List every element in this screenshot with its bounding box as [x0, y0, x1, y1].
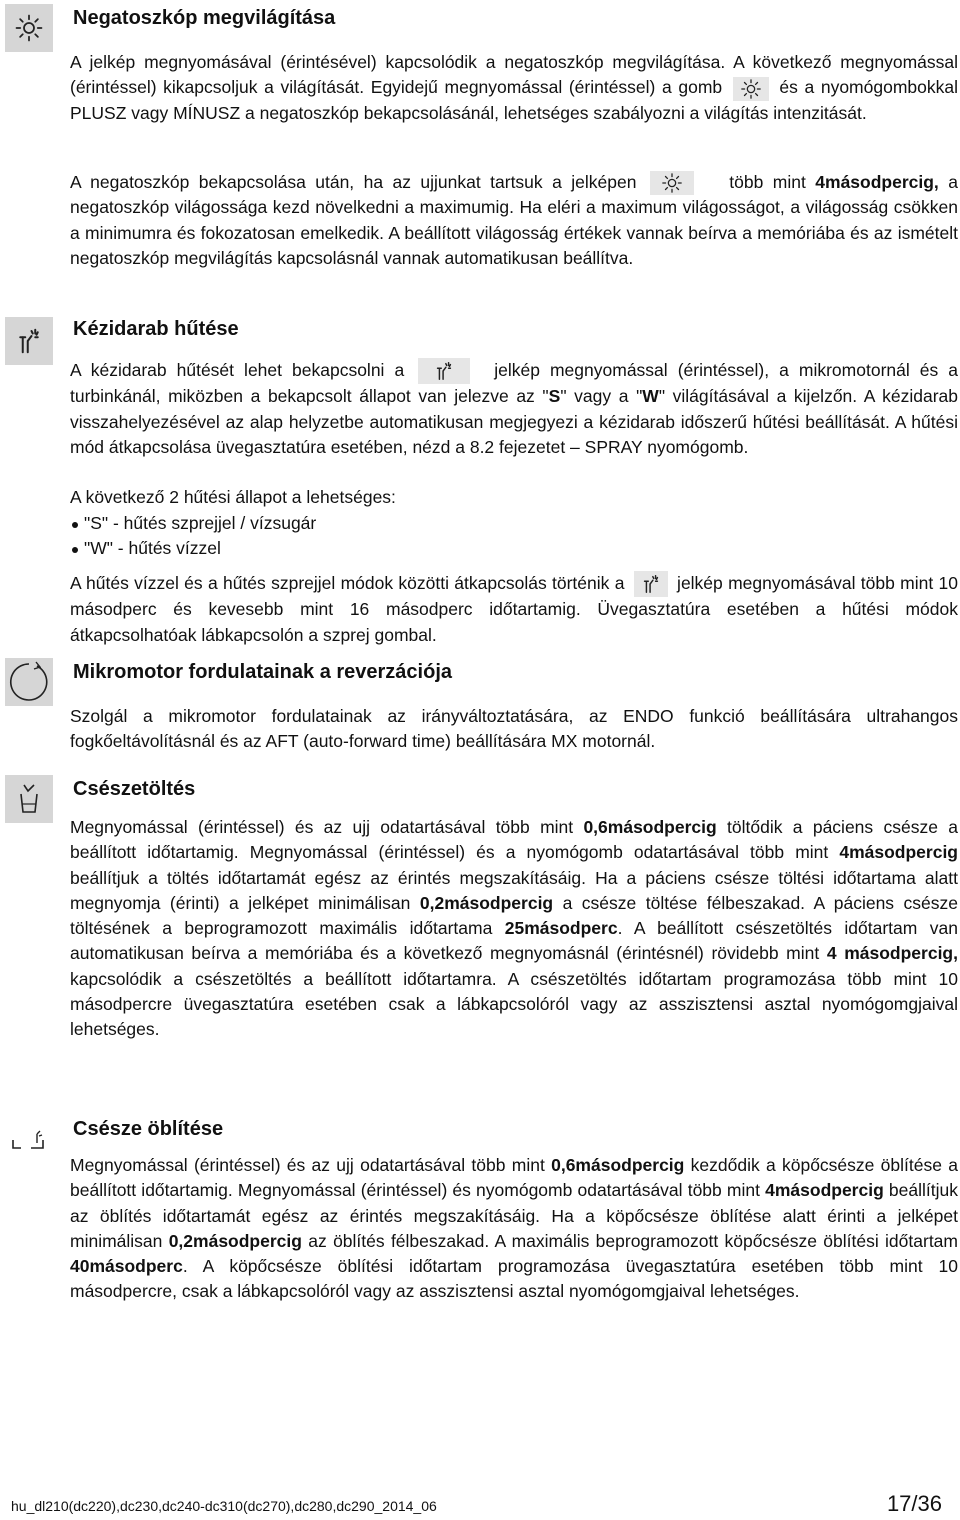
cooling-paragraph-1: A kézidarab hűtését lehet bekapcsolni a jelkép megnyomással (érintéssel), a mikromotornál és a turbinkánál, miközben a bekapcsolt állapot van jelezve az "S" vagy a "W" világításával a kijelzőn. A kézidarab visszahelyezésével az alap helyzetbe automatikusan megjegyezi a kézidarab időszerű hűtési beállítását. A hűtési mód átkapcsolása üvegasztatúra esetében, nézd a 8.2 fejezetet – SPRAY nyomógomb. — [70, 360, 959, 457]
cooling-mode-list — [70, 511, 770, 562]
document-code: hu_dl210(dc220),dc230,dc240-dc310(dc270),dc280,dc290_2014_06 — [11, 1498, 437, 1514]
section-title-reverse: Mikromotor fordulatainak a reverzációja — [73, 661, 453, 683]
section-title-bowl-rinse: Csésze öblítése — [73, 1118, 224, 1140]
list-item: "S" - hűtés szprejjel / vízsugár — [70, 511, 770, 536]
sun-icon — [650, 171, 694, 195]
list-item: "W" - hűtés vízzel — [70, 536, 770, 561]
cooling-paragraph-3: A hűtés vízzel és a hűtés szprejjel módok közötti átkapcsolás történik a jelkép megnyomásával több mint 10 másodperc és kevesebb mint 16 másodperc időtartamig. Üvegasztatúra esetében a hűtési módok átkapcsolhatóak lábkapcsolón a szprej gombal. — [70, 573, 958, 645]
reverse-icon-box — [5, 658, 53, 706]
cup-icon — [14, 782, 44, 816]
section-title-negatoscope: Negatoszkóp megvilágítása — [73, 7, 336, 29]
rotation-icon — [7, 660, 51, 704]
spray-icon — [418, 358, 470, 384]
sun-icon — [733, 77, 769, 101]
cup-fill-icon-box — [5, 775, 53, 823]
reverse-paragraph-1: Szolgál a mikromotor fordulatainak az irányváltoztatására, az ENDO funkció beállítására ultrahangos fogkőeltávolításnál és az AFT (auto-forward time) beállítására MX motornál. — [70, 706, 958, 752]
cooling-icon-box — [5, 317, 53, 365]
section-title-cup-fill: Csészetöltés — [73, 778, 196, 800]
sun-icon — [14, 13, 44, 43]
bowl-rinse-icon — [9, 1126, 49, 1156]
bowl-rinse-paragraph-1: Megnyomással (érintéssel) és az ujj odatartásával több mint 0,6másodpercig kezdődik a köpőcsésze öblítése a beállított időtartamig. Megnyomással (érintéssel) és nyomógomb odatartásával több mint 4másodpercig beállítjuk az öblítés időtartamát egész az érintés megszakításáig. Ha a köpőcsésze öblítése alatt érinti a jelképet minimálisan 0,2másodpercig az öblítés félbeszakad. A maximális beprogramozott köpőcsésze öblítési időtartam 40másodperc. A köpőcsésze öblítési időtartam programozása üvegasztatúra esetében több mint 10 másodpercre, csak a lábkapcsolóról vagy az asszisztensi asztal nyomógomgjaival lehetséges. — [70, 1155, 958, 1302]
cooling-paragraph-2: A következő 2 hűtési állapot a lehetséges: — [70, 487, 396, 507]
cup-fill-paragraph-1: Megnyomással (érintéssel) és az ujj odatartásával több mint 0,6másodpercig töltődik a páciens csésze a beállított időtartamig. Megnyomással (érintéssel) és a nyomógomb odatartásával több mint 4másodpercig beállítjuk a töltés időtartamát egész az érintés megszakításáig. Ha a páciens csésze töltési időtartama alatt megnyomja (érinti) a jelképet minimálisan 0,2másodpercig a csésze töltése félbeszakad. A páciens csésze töltésének a beprogramozott maximális időtartama 25másodperc. A beállított csészetöltés időtartam van automatikusan beírva a memóriába és a következő megnyomásnál (érintésnél) rövidebb mint 4 másodpercig, kapcsolódik a csészetöltés a beállított időtartamra. A csészetöltés időtartam programozása több mint 10 másodpercre üvegasztatúra esetében csak a lábkapcsolóról vagy az asszisztensi asztal nyomógomgjaival lehetséges. — [70, 817, 959, 1040]
page-number: 17/36 — [886, 1491, 942, 1516]
bowl-rinse-icon-box — [5, 1117, 53, 1165]
spray-icon — [14, 326, 44, 356]
negatoscope-icon-box — [5, 4, 53, 52]
negatoscope-paragraph-1: A jelkép megnyomásával (érintésével) kapcsolódik a negatoszkóp megvilágítása. A következő megnyomással (érintéssel) kikapcsoljuk a világítását. Egyidejű megnyomással (érintéssel) a gomb és a nyomógombokkal PLUSZ vagy MÍNUSZ a negatoszkóp bekapcsolásánál, lehetséges szabályozni a világítás intenzitását. — [70, 52, 958, 123]
negatoscope-paragraph-2: A negatoszkóp bekapcsolása után, ha az ujjunkat tartsuk a jelképen több mint 4másodpercig, a negatoszkóp világossága kezd növelkedni a maximumig. Ha eléri a maximum világosságot, a világosság csökken a minimumra és fokozatosan emelkedik. A beállított világosság értékek vannak beírva a memóriába és az ismételt negatoszkóp megvilágítás kapcsolásnál vannak automatikusan beállítva. — [70, 172, 958, 268]
spray-icon — [634, 571, 668, 597]
section-title-cooling: Kézidarab hűtése — [73, 318, 239, 340]
